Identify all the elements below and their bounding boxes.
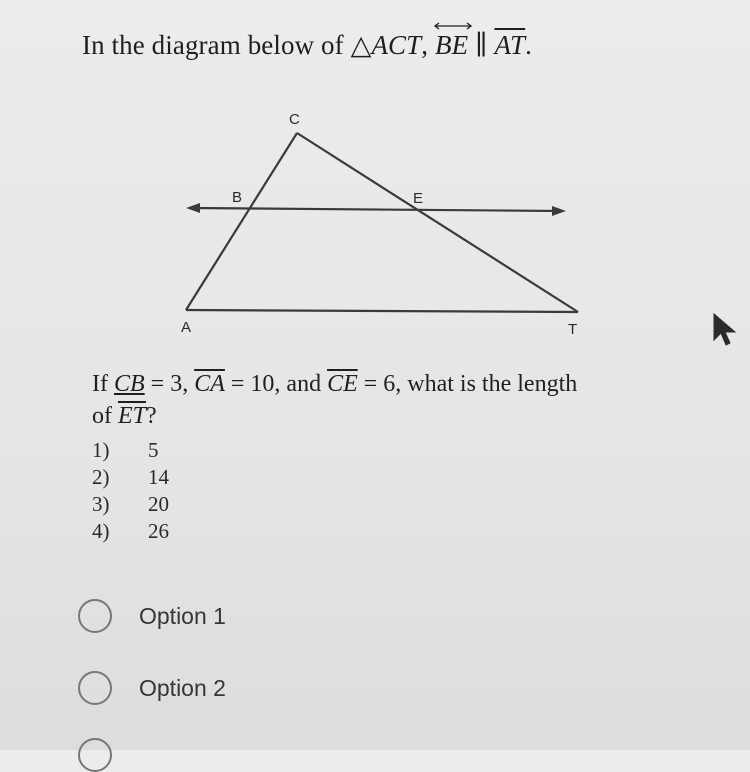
line-be-drawn [190,208,562,211]
radio-button[interactable] [78,599,112,633]
option-1[interactable] [78,598,226,634]
option-2[interactable] [78,670,226,706]
choice-item: 4) 26 [92,519,169,543]
segment-cb: CB [113,371,145,397]
period: . [525,30,533,60]
cb-value: = 3, [144,371,195,397]
choice-item: 1) 5 [92,438,159,462]
arrowhead-right-icon [552,206,566,216]
radio-button[interactable] [78,671,112,705]
radio-options [78,598,226,742]
arrowhead-left-icon [186,203,200,213]
parallel-symbol: ∥ [468,30,495,60]
label-e: E [413,190,424,207]
of-text: of [92,403,118,429]
segment-ct [297,133,578,312]
problem-intro: If [92,371,114,397]
answer-choices [92,437,169,545]
ca-value: = 10, and [224,371,328,397]
label-c: C [289,111,300,128]
segment-ca-label: $\overline{CA}$ [194,371,225,397]
choice-item: 2) 14 [92,465,169,489]
label-t: T [568,321,578,338]
line-be: BE [435,30,468,61]
ce-value: = 6, what is the length [357,371,578,397]
question-prefix: In the diagram below of [82,30,351,60]
segment-ce: $\overline{CE}$ [327,371,358,397]
segment-et: $\overline{ET}$ [118,403,147,429]
question-mark: ? [146,403,157,429]
radio-button-partial[interactable] [78,738,112,772]
segment-ca [186,133,297,310]
option-label: Option 1 [139,602,226,629]
triangle-symbol: △ [350,30,372,60]
comma: , [421,30,435,60]
triangle-name: ACT [371,30,422,60]
label-b: B [232,189,243,206]
segment-at-line [186,310,578,312]
choice-item: 3) 20 [92,492,169,516]
option-label: Option 2 [139,674,226,701]
problem-text [92,368,712,432]
mouse-cursor-icon [712,312,740,348]
segment-at: $\overline{AT}$ [494,30,526,60]
label-a: A [181,319,192,336]
